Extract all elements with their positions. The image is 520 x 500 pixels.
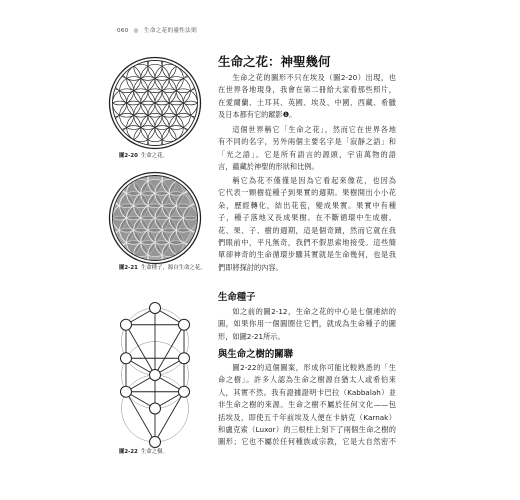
figure-label: 圖2-20 [119,153,138,159]
text-line: 「光之語」。它是所有語言的源頭，宇宙萬物的語 [218,149,396,159]
paragraph-seed [218,306,396,343]
text-line: 在愛爾蘭、土耳其、英國、埃及、中國、西藏、希臘 [218,97,396,107]
text-line: 命之樹」。許多人認為生命之樹源自猶太人或希伯來 [218,375,396,385]
tree-node-3 [120,319,131,330]
tree-node-5 [120,353,131,364]
tree-path [155,392,184,442]
section-title: 生命之花：神聖幾何 [218,54,331,69]
subheading-tree: 與生命之樹的關聯 [218,349,294,360]
text-line: 這個世界稱它「生命之花」，然而它在世界各地 [232,125,396,134]
figure-label: 圖2-22 [119,449,138,455]
paragraph-intro [218,72,396,122]
flower-pattern [98,52,211,154]
flower-pattern [98,167,211,269]
figure-caption-text: 生命之花。 [140,153,168,159]
tree-path [155,325,184,375]
running-title: 生命之花的靈性法則 [143,28,197,34]
tree-of-life-figure [115,298,195,450]
text-line: 圖形；它也不屬於任何種族或宗教，它是大自然密不 [218,437,396,447]
text-line: 圓，如果你用一個圓圈住它們，就成為生命種子的圖 [218,319,396,329]
paragraph-tree [218,362,396,449]
text-line: 單卻神奇的生命循環步驟其實就是生命幾何，也是我 [218,250,396,260]
tree-node-9 [150,403,161,414]
running-header [117,28,200,35]
text-line: 生命之花的圖形不只在埃及（圖2-20）出現，也 [232,73,396,82]
figure-label: 圖2-21 [119,265,138,271]
text-line: 人，其實不然。我有證據證明卡巴拉（Kabbalah）並 [218,387,396,397]
flower-of-life-figure [105,53,205,153]
text-line: 子，種子落地又長成果樹。在不斷循環中生成樹、 [218,213,396,223]
subheading-seed: 生命種子 [218,292,256,303]
text-line: 們即將探討的內容。 [218,262,283,272]
text-line: 非生命之樹的來源。生命之樹不屬於任何文化——包 [218,400,396,410]
text-line: 朵，歷經轉化，結出花苞，變成果實。果實中有種 [218,200,396,210]
text-line: 圖2-22的這個圖案，形成你可能比較熟悉的「生 [232,363,396,372]
header-mark: ◎ [133,28,139,34]
tree-node-8 [120,386,131,397]
text-line: 如之前的圖2-12，生命之花的中心是七個連結的 [232,307,396,316]
text-line: 它代表一顆樹從種子到果實的週期。果樹開出小小花 [218,188,396,198]
text-line: 在世界各地現身，我會在第二冊給大家看那些照片， [218,85,396,95]
text-line: 言，蘊藏於神聖的形狀和比例。 [218,162,319,172]
seed-of-life-figure [105,168,205,268]
figure-caption [119,449,168,456]
figure-caption [119,265,206,272]
tree-path [126,392,155,442]
text-line: 稱它為花不僅僅是因為它看起來像花，也因為 [232,176,396,185]
paragraph-cycle [218,175,396,274]
text-line: 花、果、子、樹的週期，這是個奇蹟，然而它就在我 [218,225,396,235]
page-number: 060 [117,28,129,34]
tree-node-1 [150,303,161,314]
text-line: 們眼前中，平凡無奇，我們不假思索地接受。這些簡 [218,237,396,247]
text-line: 和盧克索（Luxor）的三根柱上刻下了兩個生命之樹的 [218,424,396,434]
tree-node-10 [150,437,161,448]
figure-caption-text: 生命種子，源自生命之花。 [140,265,206,271]
text-line: 及日本都有它的蹤影❶。 [218,110,297,120]
text-line: 有不同的名字，另外兩個主要名字是「寂靜之語」和 [218,137,396,147]
tree-node-6 [150,370,161,381]
figure-caption-text: 生命之樹。 [140,449,168,455]
tree-node-7 [179,386,190,397]
paragraph-language [218,124,396,174]
text-line: 形，如圖2-21所示。 [218,331,285,341]
text-line: 括埃及，即使五千年前埃及人便在卡納克（Karnak） [218,412,396,422]
tree-path [126,325,155,375]
tree-node-4 [179,353,190,364]
figure-caption [119,153,168,160]
tree-node-2 [179,319,190,330]
